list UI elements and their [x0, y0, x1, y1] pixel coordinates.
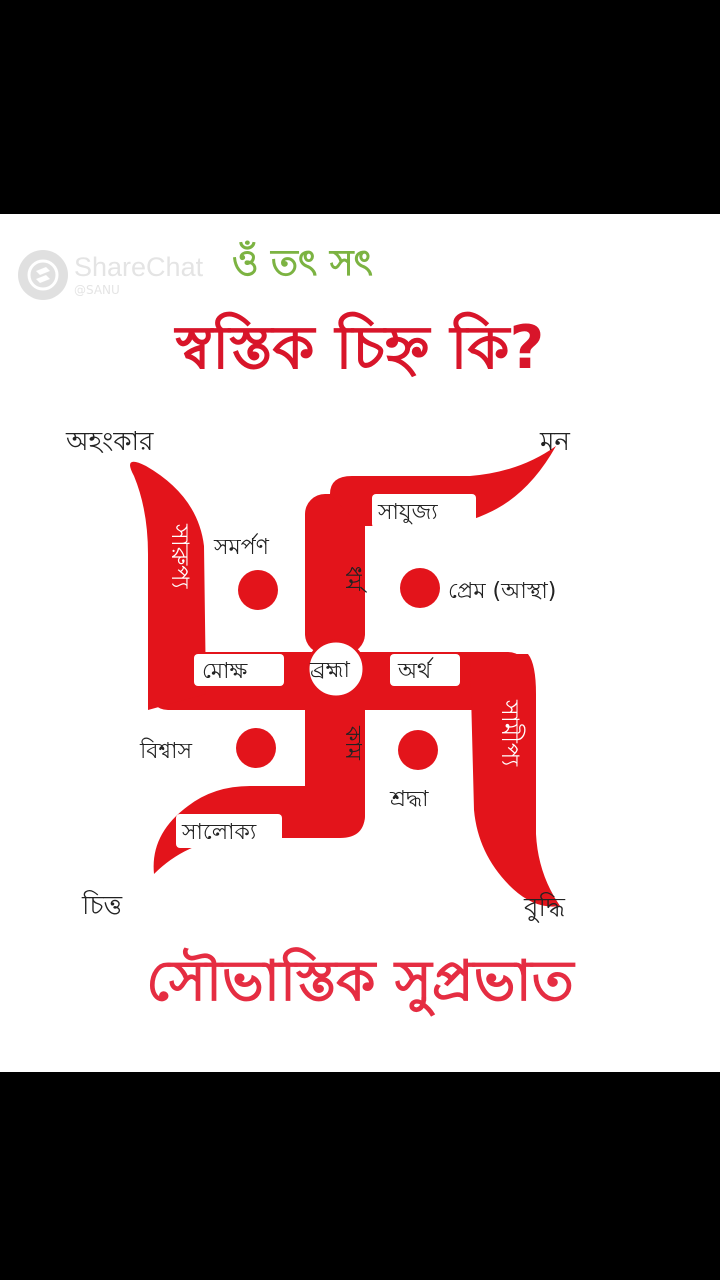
dot-bottom-left: [236, 728, 276, 768]
label-q2: প্রেম (আস্থা): [448, 579, 557, 604]
label-center-top: ধর্ম: [340, 566, 365, 591]
mantra-text: ওঁ তৎ সৎ: [232, 243, 373, 284]
footer-greeting: সৌভাস্তিক সুপ্রভাত: [146, 949, 574, 1014]
label-right-arm: সামীপ্য: [496, 700, 524, 767]
label-center-left: মোক্ষ: [202, 659, 248, 684]
dot-top-left: [238, 570, 278, 610]
label-top-left: অহংকার: [66, 427, 154, 457]
label-center-bottom: কাম: [340, 726, 365, 760]
watermark-handle: @SANU: [74, 283, 120, 297]
label-bottom-arm: সালোক্য: [182, 820, 257, 845]
watermark-brand: ShareChat: [74, 252, 204, 282]
label-q3: বিশ্বাস: [140, 739, 193, 764]
dot-top-right: [400, 568, 440, 608]
label-q4: শ্রদ্ধা: [390, 787, 429, 812]
label-left-arm: সারুপ্য: [166, 524, 194, 589]
page-title: স্বস্তিক চিহ্ন কি?: [175, 313, 545, 383]
label-q1: সমর্পণ: [214, 535, 269, 560]
dot-bottom-right: [398, 730, 438, 770]
label-top-arm: সাযুজ্য: [378, 500, 438, 525]
label-center: ব্রহ্মা: [310, 658, 350, 683]
top-black-bar: [0, 0, 720, 214]
label-bottom-right: বুদ্ধি: [524, 893, 565, 923]
bottom-black-bar: [0, 1072, 720, 1280]
label-bottom-left: চিত্ত: [82, 891, 123, 921]
label-center-right: অর্থ: [398, 659, 432, 684]
swastika-arm-right: [470, 654, 560, 907]
image-card: [0, 214, 720, 1072]
label-top-right: মন: [540, 427, 570, 457]
